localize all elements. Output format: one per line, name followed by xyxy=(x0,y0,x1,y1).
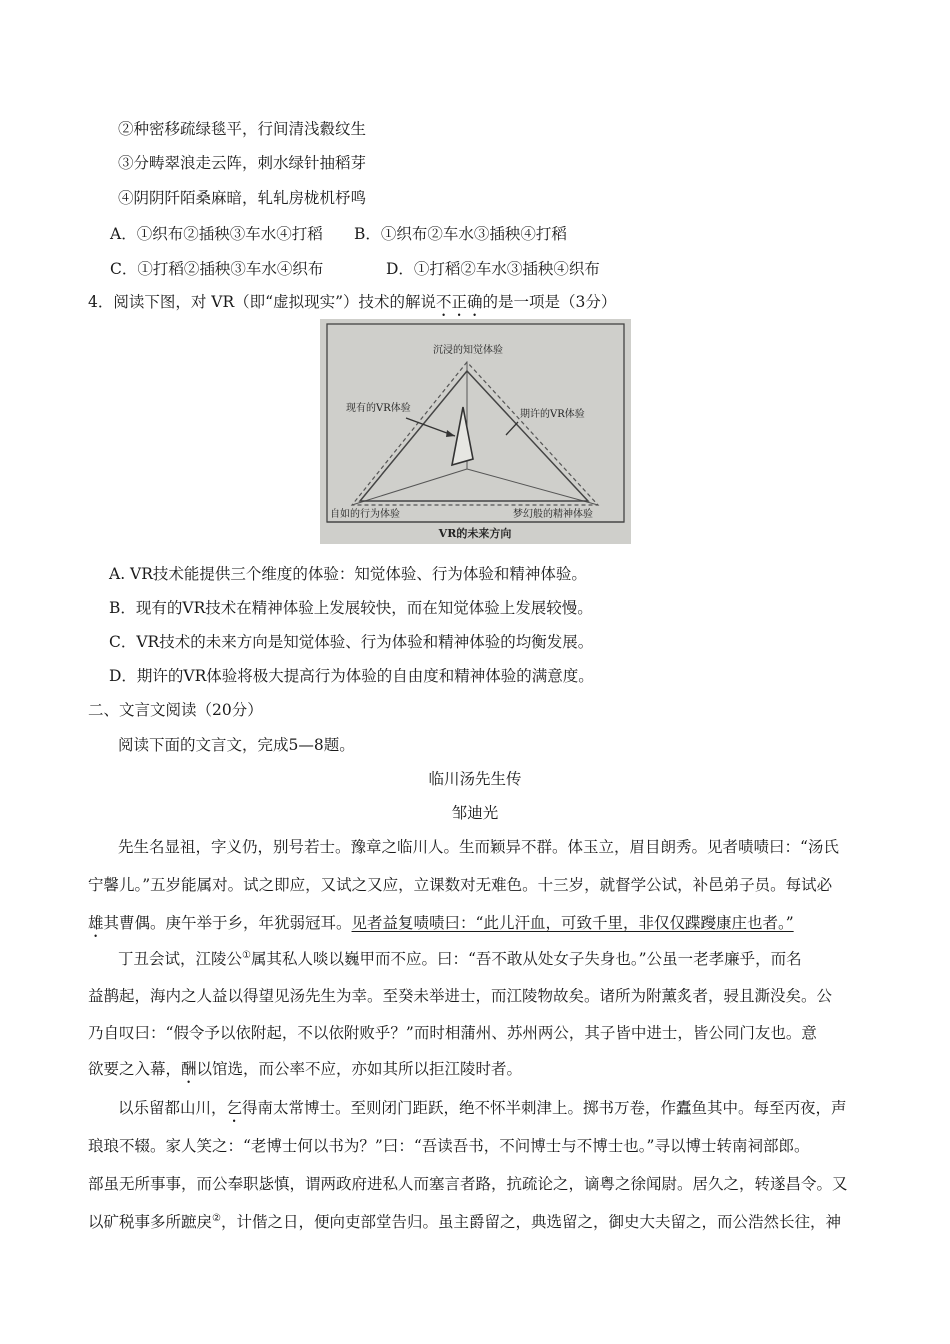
passage-title: 临川汤先生传 xyxy=(428,770,522,788)
underlined-sentence: 见者益复啧啧曰：“此儿汗血，可致千里，非仅仅蹀躞康庄也者。” xyxy=(351,914,794,932)
q4-option-b: B．现有的VR技术在精神体验上发展较快，而在知觉体验上发展较慢。 xyxy=(109,599,593,617)
q4-stem xyxy=(88,290,616,320)
p2-line1-a: 丁丑会试，江陵公 xyxy=(118,950,243,968)
label-existing: 现有的VR体验 xyxy=(346,403,411,414)
emph-char-xiong: 雄 xyxy=(88,914,104,932)
emph-char-qi: 乞 xyxy=(226,1099,243,1117)
poem-line-4: ④阴阴阡陌桑麻暗，轧轧房栊机杼鸣 xyxy=(118,189,367,207)
poem-line-3: ③分畴翠浪走云阵，刺水绿针抽稻芽 xyxy=(118,154,367,172)
vr-diagram-figure xyxy=(320,319,631,544)
p1-line3-text: 其曹偶。庚午举于乡，年犹弱冠耳。 xyxy=(103,914,352,932)
p3-line1-a: 以乐留都山川， xyxy=(118,1099,227,1117)
footnote-marker-1: ① xyxy=(242,949,251,961)
q4-stem-prefix: 4．阅读下图，对 VR（即“虚拟现实”）技术的解说 xyxy=(88,293,437,311)
passage-p2-line2: 益鹊起，海内之人益以得望见汤先生为幸。至癸未举进士，而江陵物故矣。诸所为附薰炙者，骎且澌没矣。公 xyxy=(88,987,833,1005)
q4-stem-suffix: 的是一项是（3分） xyxy=(482,293,617,311)
section2-heading: 二、文言文阅读（20分） xyxy=(88,701,263,719)
q3-option-a: A．①织布②插秧③车水④打稻 xyxy=(110,225,323,243)
emph-char-chou: 酬 xyxy=(181,1060,197,1078)
passage-author: 邹迪光 xyxy=(451,804,499,822)
p3-line4-b: ，计偕之日，便向吏部堂告归。虽主爵留之，典选留之，御史大夫留之，而公浩然长往，神 xyxy=(220,1213,841,1231)
passage-p2-line1 xyxy=(118,947,802,969)
passage-p1-line3 xyxy=(88,911,794,941)
passage-p2-line3: 乃自叹曰：“假令予以依附起，不以依附败乎？”而时相蒲州、苏州两公，其子皆中进士，皆公同门友也。意 xyxy=(88,1024,817,1042)
label-top: 沉浸的知觉体验 xyxy=(433,345,503,356)
passage-p3-line3: 部虽无所事事，而公奉职毖慎，谓两政府进私人而塞言者路，抗疏论之，谪粤之徐闻尉。居久之，转遂昌令。又 xyxy=(88,1175,848,1193)
section2-instruction: 阅读下面的文言文，完成5—8题。 xyxy=(118,736,355,754)
poem-line-2: ②种密移疏绿毯平，行间清浅縠纹生 xyxy=(118,120,367,138)
passage-p1-line2: 宁馨儿。”五岁能属对。试之即应，又试之又应，立课数对无难色。十三岁，就督学公试，补邑弟子员。每试必 xyxy=(88,876,833,894)
passage-p3-line2: 琅琅不辍。家人笑之：“老博士何以书为？”曰：“吾读吾书，不问博士与不博士也。”寻以博士转南祠部郎。 xyxy=(88,1137,810,1155)
q4-option-a: A. VR技术能提供三个维度的体验：知觉体验、行为体验和精神体验。 xyxy=(109,565,587,583)
passage-p3-line4 xyxy=(88,1210,841,1232)
q3-option-d: D．①打稻②车水③插秧④织布 xyxy=(386,260,600,278)
footnote-marker-2: ② xyxy=(212,1212,221,1224)
q4-stem-emphasis: 不正确 xyxy=(436,293,483,311)
passage-p3-line1 xyxy=(118,1096,847,1126)
p3-line4-a: 以矿税事多所蹠戾 xyxy=(88,1213,213,1231)
label-bottom-left: 自如的行为体验 xyxy=(330,509,400,520)
p2-line1-b: 属其私人啖以巍甲而不应。曰：“吾不敢从处女子失身也。”公虽一老孝廉乎，而名 xyxy=(250,950,802,968)
passage-p1-line1: 先生名显祖，字义仍，别号若士。豫章之临川人。生而颖异不群。体玉立，眉目朗秀。见者啧啧曰：“汤氏 xyxy=(118,838,839,856)
p2-line4-a: 欲要之入幕， xyxy=(88,1060,182,1078)
q3-option-c: C．①打稻②插秧③车水④织布 xyxy=(110,260,324,278)
label-expected: 期许的VR体验 xyxy=(520,409,585,420)
p2-line4-b: 以馆选，而公率不应，亦如其所以拒江陵时者。 xyxy=(196,1060,523,1078)
q4-option-c: C．VR技术的未来方向是知觉体验、行为体验和精神体验的均衡发展。 xyxy=(109,633,594,651)
q4-option-d: D．期许的VR体验将极大提高行为体验的自由度和精神体验的满意度。 xyxy=(109,667,594,685)
vr-diagram xyxy=(320,319,631,544)
p3-line1-b: 得南太常博士。至则闭门距跃，绝不怀半刺津上。掷书万卷，作蠹鱼其中。每至丙夜，声 xyxy=(242,1099,847,1117)
label-bottom-right: 梦幻般的精神体验 xyxy=(513,509,593,520)
q3-option-b: B．①织布②车水③插秧④打稻 xyxy=(354,225,567,243)
passage-p2-line4 xyxy=(88,1057,522,1087)
figure-caption: VR的未来方向 xyxy=(438,527,512,540)
